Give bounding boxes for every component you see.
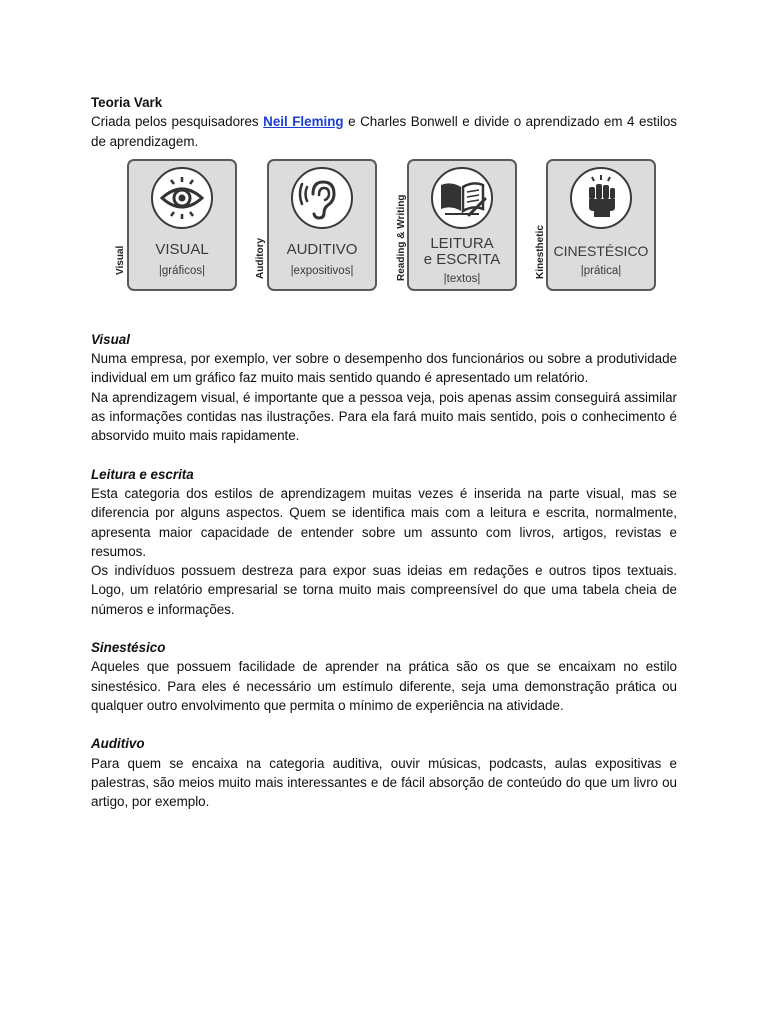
section-title-reading-writing: Leitura e escrita (91, 466, 194, 482)
card-kinesthetic (546, 159, 656, 291)
document-body (91, 93, 677, 811)
card-kinesthetic-title: CINESTÉSICO (553, 242, 649, 259)
card-visual-title: VISUAL (155, 240, 209, 258)
card-auditory-subtitle: |expositivos| (290, 264, 354, 277)
section-title-visual: Visual (91, 331, 130, 347)
ear-icon (291, 167, 353, 229)
section-reading-paragraph-1: Esta categoria dos estilos de aprendizagem muitas vezes é inserida na parte visual, mas se diferencia por alguns aspectos. Quem se identifica mais com a leitura e escrita, normalmente, apresenta maior capacidade de entender sobre um assunto com livros, artigos, revistas e resumos. (91, 485, 677, 559)
section-visual-paragraph-2: Na aprendizagem visual, é importante que a pessoa veja, pois apenas assim conseguirá assimilar as informações contidas nas ilustrações. Para ela fará muito mais sentido, pois o conhecimento é absorvido muito mais rapidamente. (91, 389, 677, 444)
intro-text-start: Criada pelos pesquisadores (91, 114, 264, 130)
section-title-auditory: Auditivo (91, 736, 145, 752)
vark-infographic (91, 157, 677, 297)
section-visual-paragraph-1: Numa empresa, por exemplo, ver sobre o desempenho dos funcionários ou sobre a produtividade individual em um gráfico faz muito mais sentido quando é apresentado um relatório. (91, 351, 677, 386)
card-auditory (267, 159, 377, 291)
card-reading-writing-title: LEITURA (430, 234, 494, 252)
card-reading-writing (407, 159, 517, 291)
side-label-auditory: Auditory (255, 237, 266, 279)
card-kinesthetic-subtitle: |prática| (580, 264, 622, 277)
card-auditory-title: AUDITIVO (286, 240, 358, 258)
eye-icon (151, 167, 213, 229)
card-reading-writing-subtitle: |textos| (443, 272, 481, 285)
card-visual (127, 159, 237, 291)
document-title: Teoria Vark (91, 95, 163, 110)
intro-text-end: e Charles Bonwell e divide o aprendizado em 4 estilos de aprendizagem. (91, 114, 677, 149)
side-label-kinesthetic: Kinesthetic (535, 224, 546, 279)
side-label-reading-writing: Reading & Writing (396, 194, 407, 281)
section-kinesthetic-paragraph-1: Aqueles que possuem facilidade de aprender na prática são os que se encaixam no estilo sinestésico. Para eles é necessário um estímulo diferente, seja uma demonstração prática ou qualquer outro envolvimento que permita o mínimo de experiência na atividade. (91, 659, 677, 713)
card-visual-subtitle: |gráficos| (158, 264, 206, 277)
intro-paragraph (91, 112, 677, 151)
side-label-visual: Visual (115, 245, 126, 275)
section-auditory-paragraph-1: Para quem se encaixa na categoria auditiva, ouvir músicas, podcasts, aulas expositivas e palestras, são meios muito mais interessantes e de fácil absorção de conteúdo do que um livro ou artigo, por exemplo. (91, 755, 677, 810)
book-pen-icon (431, 167, 493, 229)
card-reading-writing-title-line2: e ESCRITA (423, 250, 501, 268)
section-reading-paragraph-2: Os indivíduos possuem destreza para expor suas ideias em redações e outros tipos textuais. Logo, um relatório empresarial se torna muito mais compreensível do que uma tabela cheia de números e informações. (91, 563, 677, 617)
section-title-kinesthetic: Sinestésico (91, 640, 166, 656)
fist-icon (570, 167, 632, 229)
neil-fleming-link[interactable]: Neil Fleming (263, 114, 344, 130)
